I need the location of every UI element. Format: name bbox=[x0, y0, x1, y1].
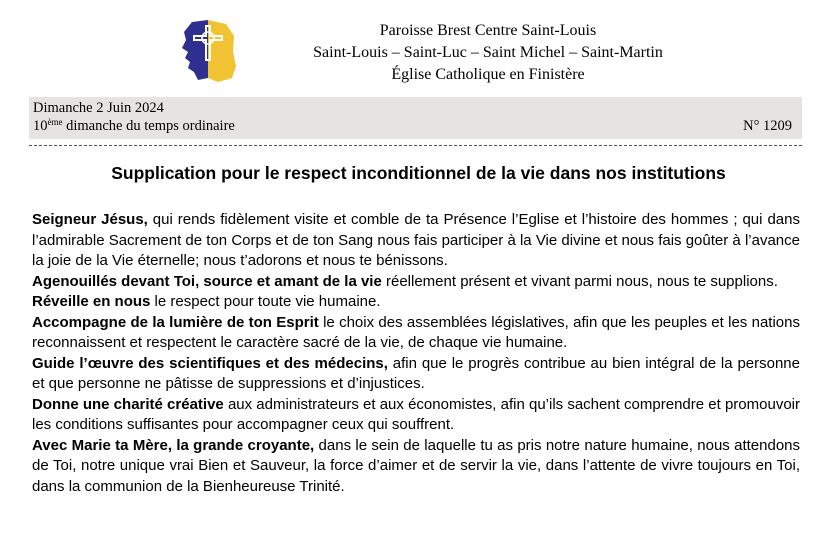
prayer-text: qui rends fidèlement visite et comble de ta Présence l’Eglise et l’histoire des hommes ; qui dans l’admirable Sacrement de ton Corps et de ton Sang nous fais participer à la Vie divine et nous fais goûter à l’avance la joie de la Vie éternelle; nous t’adorons et nous te bénissons. bbox=[32, 211, 800, 269]
dashed-divider bbox=[29, 145, 802, 146]
prayer-lead: Agenouillés devant Toi, source et amant de la vie bbox=[32, 272, 382, 290]
sunday-ordinal: 10 bbox=[33, 118, 48, 134]
issue-number: N° 1209 bbox=[743, 118, 792, 134]
logo-blue-shape bbox=[182, 20, 208, 80]
sunday-text: dimanche du temps ordinaire bbox=[62, 118, 235, 134]
prayer-text: réellement présent et vivant parmi nous, nous te supplions. bbox=[381, 272, 778, 290]
prayer-lead: Seigneur Jésus, bbox=[32, 211, 148, 228]
prayer-paragraph bbox=[32, 436, 800, 498]
prayer-paragraph bbox=[32, 313, 800, 354]
prayer-paragraph bbox=[32, 272, 800, 293]
prayer-paragraph bbox=[32, 292, 800, 313]
parish-header bbox=[268, 20, 708, 86]
date-band bbox=[29, 97, 802, 139]
logo-yellow-shape bbox=[208, 20, 236, 82]
sunday-date: Dimanche 2 Juin 2024 bbox=[33, 100, 164, 116]
document-title: Supplication pour le respect inconditionnel de la vie dans nos institutions bbox=[111, 163, 726, 183]
prayer-text: le choix des assemblées législatives, afin que les peuples et les nations reconnaissent et respectent le caractère sacré de la vie, de chaque vie humaine. bbox=[32, 313, 800, 351]
sunday-ordinal-suffix: ème bbox=[47, 117, 63, 127]
church-name: Église Catholique en Finistère bbox=[391, 66, 585, 83]
prayer-lead: Donne une charité créative bbox=[32, 395, 224, 413]
prayer-paragraph bbox=[32, 354, 800, 395]
liturgical-sunday bbox=[33, 118, 235, 135]
prayer-text: afin que le progrès contribue au bien intégral de la personne et que personne ne pâtisse de suppressions et d’injustices. bbox=[32, 354, 800, 392]
prayer-lead: Accompagne de la lumière de ton Esprit bbox=[32, 313, 319, 331]
prayer-paragraph bbox=[32, 210, 800, 272]
parish-logo bbox=[178, 18, 238, 84]
prayer-lead: Réveille en nous bbox=[32, 293, 151, 310]
parish-name: Paroisse Brest Centre Saint-Louis bbox=[379, 22, 597, 39]
prayer-text: le respect pour toute vie humaine. bbox=[150, 293, 381, 310]
prayer-lead: Guide l’œuvre des scientifiques et des médecins, bbox=[32, 354, 388, 372]
prayer-paragraph bbox=[32, 395, 800, 436]
prayer-text: aux administrateurs et aux économistes, afin qu’ils sachent comprendre et promouvoir les conditions suffisantes pour accompagner ceux qui souffrent. bbox=[32, 395, 800, 433]
prayer-body bbox=[32, 210, 800, 497]
prayer-lead: Avec Marie ta Mère, la grande croyante, bbox=[32, 436, 315, 454]
prayer-text: dans le sein de laquelle tu as pris notre nature humaine, nous attendons de Toi, notre unique vrai Bien et Sauveur, la force d’aimer et de servir la vie, dans l’attente de vivre toujours en Toi, dans la communion de la Bienheureuse Trinité. bbox=[32, 436, 801, 495]
parish-list: Saint-Louis – Saint-Luc – Saint Michel – Saint-Martin bbox=[313, 44, 663, 61]
